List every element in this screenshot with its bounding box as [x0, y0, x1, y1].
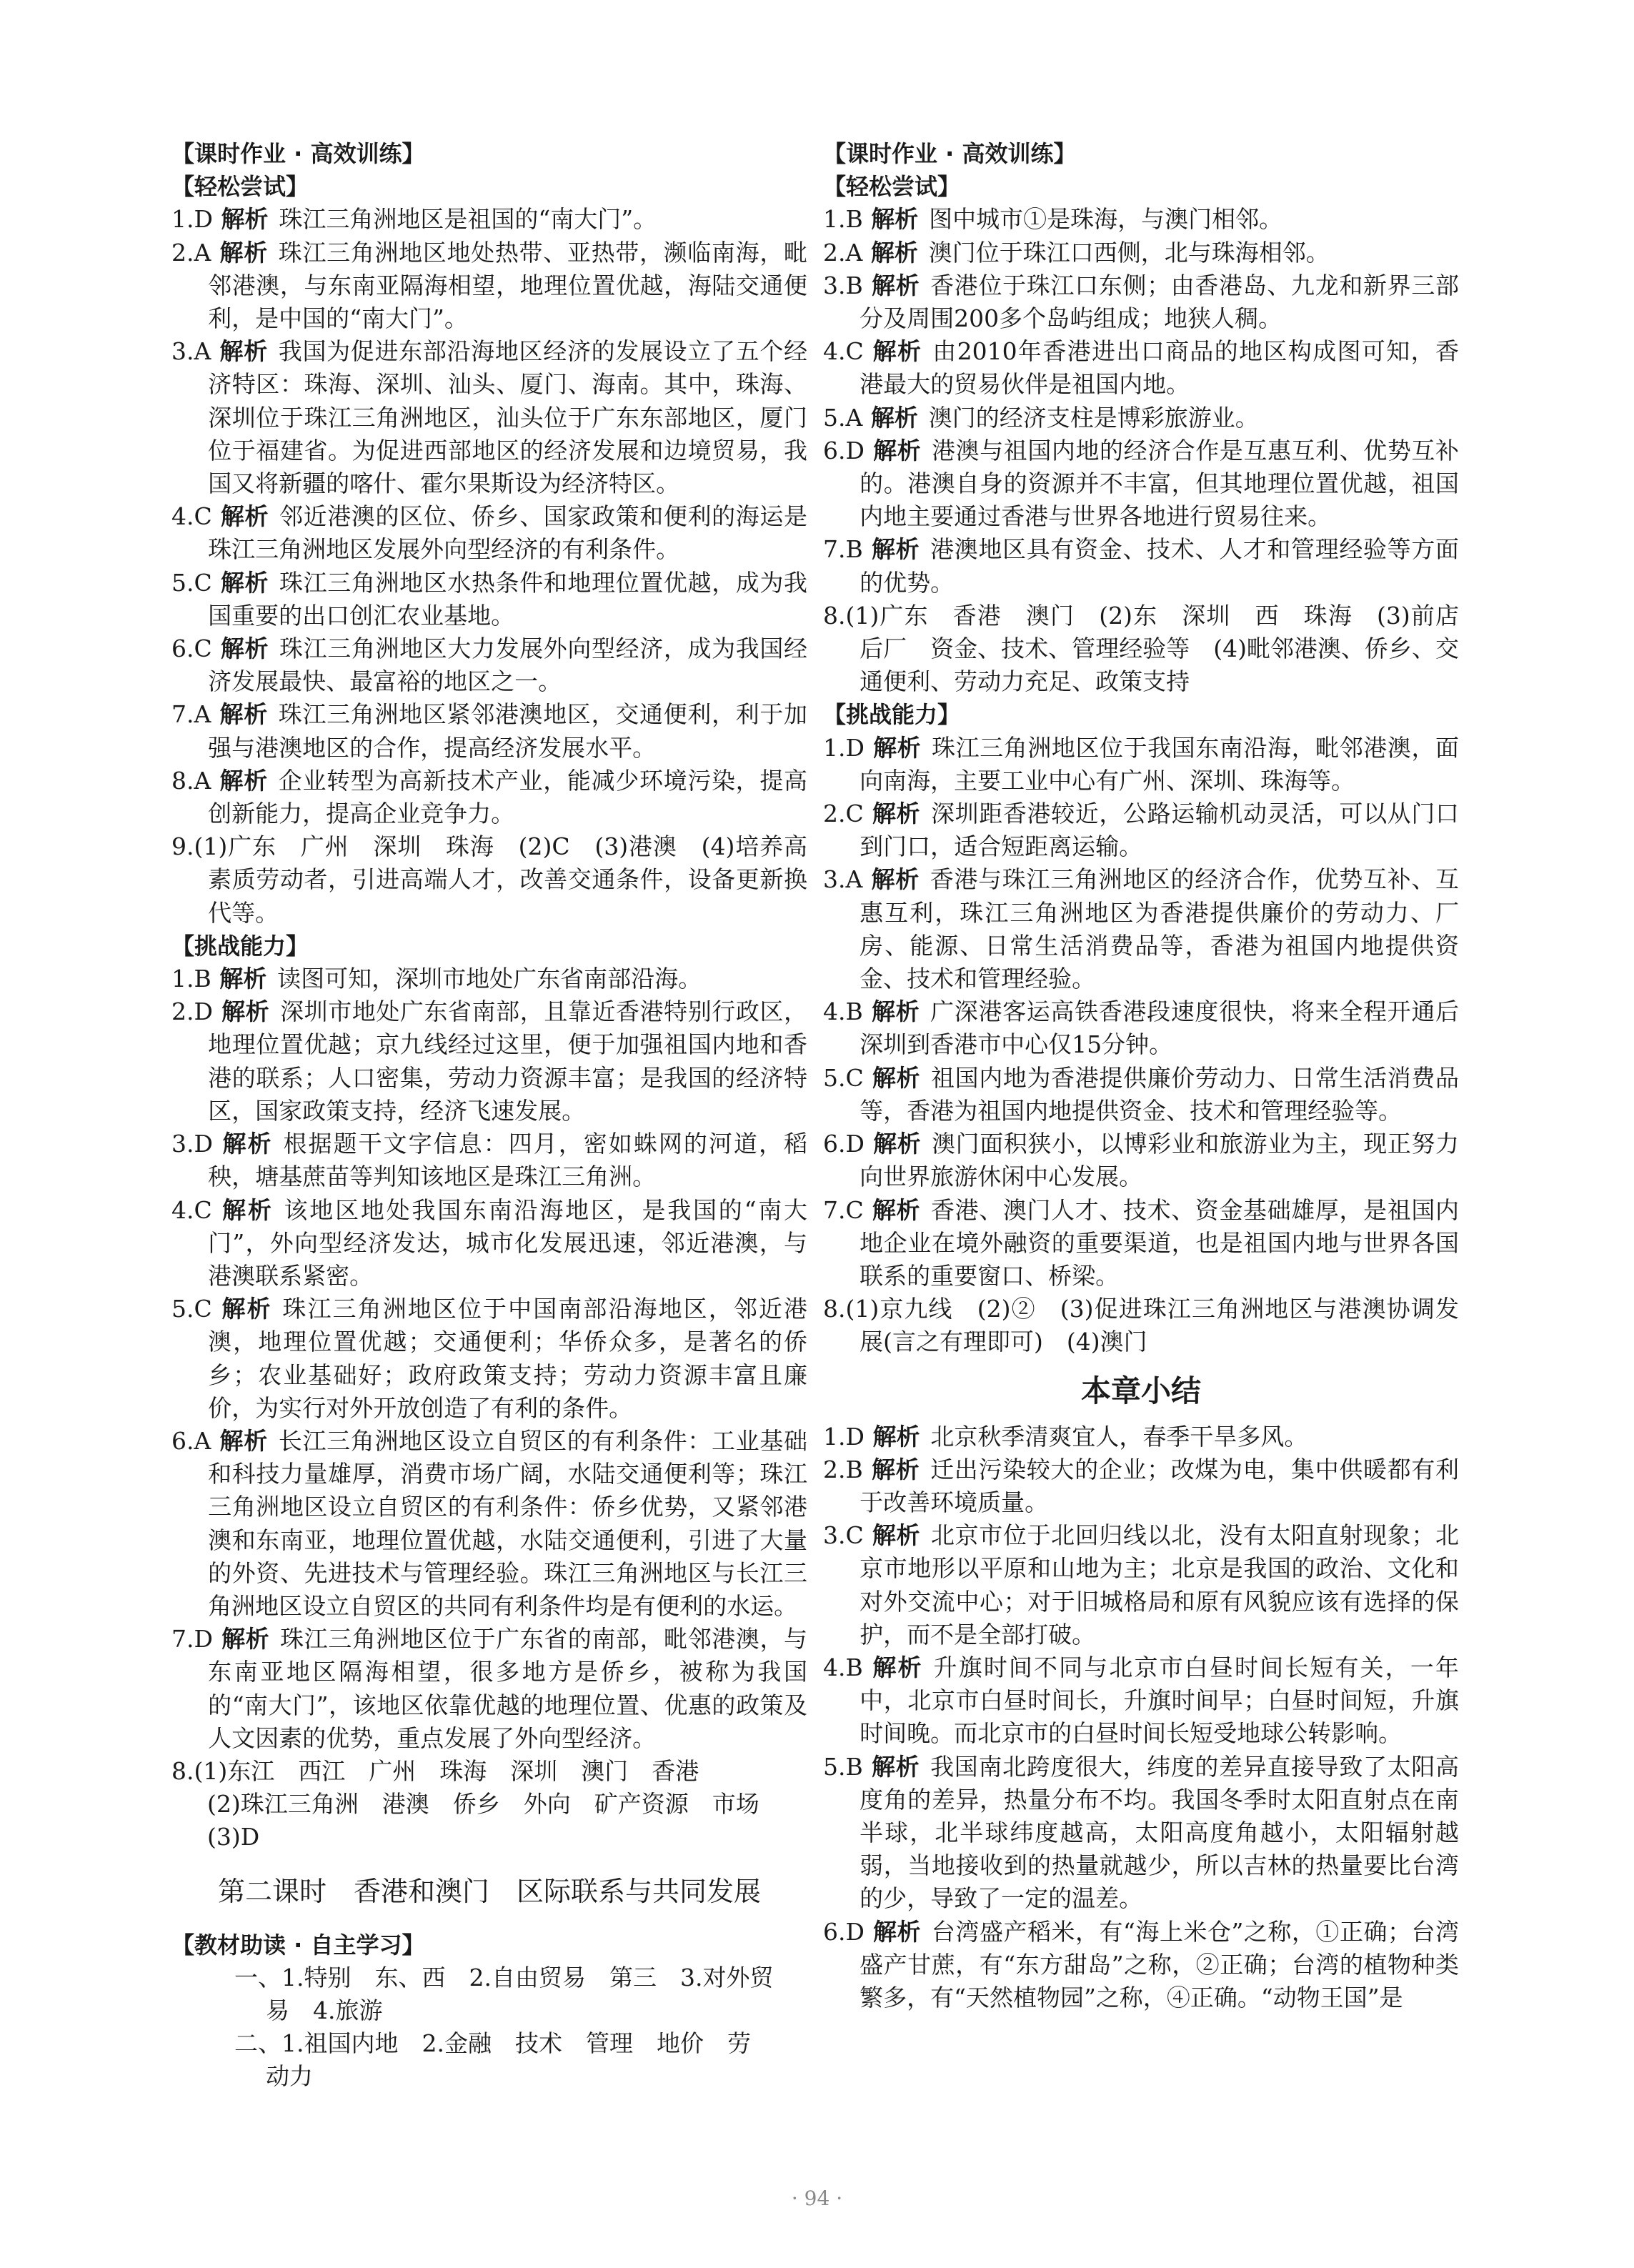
analysis-label: 解析: [219, 1426, 268, 1455]
answer-item: [823, 335, 1459, 401]
analysis-label: 解析: [220, 502, 269, 531]
analysis-label: 解析: [872, 800, 921, 828]
analysis-label: 解析: [220, 635, 269, 663]
answer-item: [171, 1293, 807, 1425]
challenge-answers: [171, 963, 807, 1755]
answer-number: 5.C: [171, 568, 212, 597]
answer-line: (3)D: [207, 1823, 260, 1851]
answer-number: 5.C: [171, 1295, 212, 1323]
analysis-label: 解析: [872, 1917, 922, 1946]
analysis-label: 解析: [221, 1625, 270, 1653]
study-answers: [171, 1961, 807, 2094]
answer-text: 珠江三角洲地区位于中国南部沿海地区，邻近港澳，地理位置优越；交通便利；华侨众多，是著名的侨乡；农业基础好；政府政策支持；劳动力资源丰富且廉价，为实行对外开放创造了有利的条件。: [208, 1295, 808, 1422]
answer-number: 4.C: [823, 337, 864, 366]
answer-text: (1)广东 香港 澳门 (2)东 深圳 西 珠海 (3)前店后厂 资金、技术、管理经验等 (4)毗邻港澳、侨乡、交通便利、劳动力充足、政策支持: [845, 601, 1459, 696]
answer-number: 6.D: [823, 436, 865, 464]
answer-number: 5.B: [823, 1752, 863, 1781]
answer-number: 6.D: [823, 1130, 865, 1158]
answer-text: 珠江三角洲地区水热条件和地理位置优越，成为我国重要的出口创汇农业基地。: [208, 568, 808, 630]
analysis-label: 解析: [871, 1752, 920, 1781]
section-header-study: 【教材助读 · 自主学习】: [171, 1931, 425, 1959]
answer-item: [171, 963, 807, 995]
answer-number: 1.B: [171, 965, 211, 993]
answer-number: 1.D: [823, 1422, 865, 1451]
answer-number: 3.A: [171, 337, 211, 366]
answer-text: 珠江三角洲地区紧邻港澳地区，交通便利，利于加强与港澳地区的合作，提高经济发展水平。: [208, 700, 808, 762]
analysis-label: 解析: [221, 205, 269, 234]
answer-number: 2.B: [823, 1455, 863, 1483]
analysis-label: 解析: [220, 568, 269, 597]
answer-item: [171, 237, 807, 336]
answer-text: 企业转型为高新技术产业，能减少环境污染，提高创新能力，提高企业竞争力。: [208, 766, 808, 828]
analysis-label: 解析: [872, 1422, 920, 1451]
answer-text: 珠江三角洲地区是祖国的“南大门”。: [279, 205, 657, 234]
answer-number: 2.A: [171, 238, 211, 267]
answer-item: [823, 269, 1459, 335]
analysis-label: 解析: [221, 1130, 273, 1158]
analysis-label: 解析: [871, 205, 919, 234]
answer-number: 4.C: [171, 502, 212, 531]
answer-number: 8.: [823, 1295, 846, 1323]
answer-number: 5.A: [823, 403, 863, 432]
answer-item: [823, 1651, 1459, 1751]
answer-number: 1.B: [823, 205, 863, 234]
analysis-label: 解析: [871, 998, 920, 1026]
answer-text: 港澳与祖国内地的经济合作是互惠互利、优势互补的。港澳自身的资源并不丰富，但其地理位置优越，祖国内地主要通过香港与世界各地进行贸易往来。: [860, 436, 1460, 531]
answer-text: 升旗时间不同与北京市白昼时间长短有关，一年中，北京市白昼时间长，升旗时间早；白昼时间短，升旗时间晚。而北京市的白昼时间长短受地球公转影响。: [860, 1653, 1460, 1748]
answer-text: 澳门的经济支柱是博彩旅游业。: [928, 403, 1259, 432]
answer-line: (2)珠江三角洲 港澳 侨乡 外向 矿产资源 市场: [207, 1790, 759, 1819]
answer-text: 台湾盛产稻米，有“海上米仓”之称，①正确；台湾盛产甘蔗，有“东方甜岛”之称，②正确；台湾的植物种类繁多，有“天然植物园”之称，④正确。“动物王国”是: [860, 1917, 1460, 2011]
analysis-label: 解析: [871, 271, 920, 299]
answer-item: [823, 1062, 1459, 1128]
answer-item: [823, 1293, 1459, 1358]
analysis-label: 解析: [219, 965, 267, 993]
answer-text: 我国南北跨度很大，纬度的差异直接导致了太阳高度角的差异，热量分布不均。我国冬季时太阳直射点在南半球，北半球纬度越高，太阳高度角越小，太阳辐射越弱，当地接收到的热量就越少，所以吉林的热量要比台湾的少，导致了一定的温差。: [860, 1752, 1460, 1913]
answer-text: 邻近港澳的区位、侨乡、国家政策和便利的海运是珠江三角洲地区发展外向型经济的有利条件。: [208, 502, 808, 564]
section-header-challenge: 【挑战能力】: [823, 701, 961, 729]
answer-text: 港澳地区具有资金、技术、人才和管理经验等方面的优势。: [860, 535, 1460, 597]
answer-text: 澳门面积狭小，以博彩业和旅游业为主，现正努力向世界旅游休闲中心发展。: [860, 1130, 1460, 1191]
answer-text: 根据题干文字信息：四月，密如蛛网的河道，稻秧，塘基蔗苗等判知该地区是珠江三角洲。: [208, 1130, 808, 1191]
answer-text: 图中城市①是珠海，与澳门相邻。: [929, 205, 1283, 234]
challenge-answers: [823, 732, 1459, 1359]
answer-item: [171, 1425, 807, 1623]
answer-item: [823, 434, 1459, 534]
answer-text: 由2010年香港进出口商品的地区构成图可知，香港最大的贸易伙伴是祖国内地。: [860, 337, 1460, 399]
answer-number: 2.A: [823, 238, 863, 267]
answer-number: 5.C: [823, 1063, 864, 1092]
study-line: 二、1.祖国内地 2.金融 技术 管理 地价 劳: [234, 2029, 751, 2058]
answer-number: 7.C: [823, 1195, 864, 1224]
analysis-label: 解析: [871, 1653, 923, 1681]
analysis-label: 解析: [219, 238, 268, 267]
analysis-label: 解析: [870, 238, 918, 267]
answer-item: [171, 698, 807, 764]
analysis-label: 解析: [872, 436, 922, 464]
analysis-label: 解析: [219, 337, 268, 366]
answer-text: 北京市位于北回归线以北，没有太阳直射现象；北京市地形以平原和山地为主；北京是我国的政治、文化和对外交流中心；对于旧城格局和原有风貌应该有选择的保护，而不是全部打破。: [860, 1521, 1460, 1648]
answer-number: 8.A: [171, 766, 211, 795]
answer-number: 7.D: [171, 1625, 213, 1653]
analysis-label: 解析: [872, 1063, 921, 1092]
answer-item: [823, 863, 1459, 995]
section-header-easy: 【轻松尝试】: [823, 173, 961, 201]
easy-answers: [171, 203, 807, 929]
answer-number: 4.B: [823, 998, 863, 1026]
answer-item: [823, 1453, 1459, 1519]
answer-text: 珠江三角洲地区地处热带、亚热带，濒临南海，毗邻港澳，与东南亚隔海相望，地理位置优越，海陆交通便利，是中国的“南大门”。: [208, 238, 808, 333]
answer-item: [823, 1128, 1459, 1193]
page-number: · 94 ·: [791, 2187, 843, 2210]
answer-text: 珠江三角洲地区位于广东省的南部，毗邻港澳，与东南亚地区隔海相望，很多地方是侨乡，被称为我国的“南大门”，该地区依靠优越的地理位置、优惠的政策及人文因素的优势，重点发展了外向型经济。: [208, 1625, 808, 1752]
answer-item: [171, 203, 807, 236]
answer-item: [171, 335, 807, 500]
answer-item: [171, 1194, 807, 1293]
analysis-label: 解析: [872, 1130, 922, 1158]
answer-text: 该地区地处我国东南沿海地区，是我国的“南大门”，外向型经济发达，城市化发展迅速，邻近港澳，与港澳联系紧密。: [208, 1195, 808, 1290]
answer-number: 2.C: [823, 800, 864, 828]
answer-number: 3.B: [823, 271, 863, 299]
answer-item: [171, 830, 807, 930]
analysis-label: 解析: [872, 1521, 921, 1550]
answer-item: [171, 995, 807, 1128]
analysis-label: 解析: [219, 700, 268, 729]
answer-item: [171, 632, 807, 698]
answer-item: [171, 1128, 807, 1193]
answer-number: 3.A: [823, 865, 863, 894]
section-header-challenge: 【挑战能力】: [171, 932, 309, 960]
answer-number: 1.D: [171, 205, 213, 234]
answer-text: 我国为促进东部沿海地区经济的发展设立了五个经济特区：珠海、深圳、汕头、厦门、海南。其中，珠海、深圳位于珠江三角洲地区，汕头位于广东东部地区，厦门位于福建省。为促进西部地区的经济发展和边境贸易，我国又将新疆的喀什、霍尔果斯设为经济特区。: [208, 337, 808, 498]
answer-text: 深圳市地处广东省南部，且靠近香港特别行政区，地理位置优越；京九线经过这里，便于加强祖国内地和香港的联系；人口密集，劳动力资源丰富；是我国的经济特区，国家政策支持，经济飞速发展。: [208, 998, 808, 1125]
answer-number: 9.: [171, 832, 194, 861]
answer-item: [823, 797, 1459, 863]
answer-text: 迁出污染较大的企业；改煤为电，集中供暖都有利于改善环境质量。: [860, 1455, 1460, 1516]
answer-text: 长江三角洲地区设立自贸区的有利条件：工业基础和科技力量雄厚，消费市场广阔，水陆交通便利等；珠江三角洲地区设立自贸区的有利条件：侨乡优势，又紧邻港澳和东南亚，地理位置优越，水陆交通便利，引进了大量的外资、先进技术与管理经验。珠江三角洲地区与长江三角洲地区设立自贸区的共同有利条件均是有便利的水运。: [208, 1426, 808, 1620]
study-line: 动力: [266, 2062, 313, 2091]
answer-number: 7.A: [171, 700, 211, 729]
answer-number: 3.C: [823, 1521, 864, 1550]
answer-item: [823, 600, 1459, 699]
answer-item: [823, 995, 1459, 1061]
answer-line: 8.(1)东江 西江 广州 珠海 深圳 澳门 香港: [171, 1756, 699, 1785]
answer-item: [823, 1916, 1459, 2015]
answer-number: 7.B: [823, 535, 863, 564]
answer-text: 祖国内地为香港提供廉价劳动力、日常生活消费品等，香港为祖国内地提供资金、技术和管理经验等。: [860, 1063, 1460, 1125]
answer-number: 6.D: [823, 1917, 865, 1946]
answer-text: 香港、澳门人才、技术、资金基础雄厚，是祖国内地企业在境外融资的重要渠道，也是祖国内地与世界各国联系的重要窗口、桥梁。: [860, 1195, 1460, 1290]
section-header-homework: 【课时作业 · 高效训练】: [823, 140, 1077, 167]
analysis-label: 解析: [871, 1455, 920, 1483]
analysis-label: 解析: [220, 1195, 274, 1224]
easy-answers: [823, 203, 1459, 698]
section-header-homework: 【课时作业 · 高效训练】: [171, 140, 425, 167]
analysis-label: 解析: [871, 535, 920, 564]
analysis-label: 解析: [219, 766, 268, 795]
right-column: [823, 137, 1459, 2014]
answer-number: 2.D: [171, 998, 213, 1026]
analysis-label: 解析: [872, 337, 922, 366]
answer-item: [823, 237, 1459, 269]
analysis-label: 解析: [872, 733, 922, 762]
study-line: 一、1.特别 东、西 2.自由贸易 第三 3.对外贸: [234, 1963, 774, 1991]
answer-text: 广深港客运高铁香港段速度很快，将来全程开通后深圳到香港市中心仅15分钟。: [860, 998, 1460, 1059]
section-header-easy: 【轻松尝试】: [171, 173, 309, 201]
answer-number: 6.A: [171, 1426, 211, 1455]
answer-text: 深圳距香港较近，公路运输机动灵活，可以从门口到门口，适合短距离运输。: [860, 800, 1460, 861]
answer-number: 1.D: [823, 733, 865, 762]
answer-item: [171, 765, 807, 830]
answer-text: 香港与珠江三角洲地区的经济合作，优势互补、互惠互利，珠江三角洲地区为香港提供廉价的劳动力、厂房、能源、日常生活消费品等，香港为祖国内地提供资金、技术和管理经验。: [860, 865, 1460, 993]
answer-item: [823, 732, 1459, 797]
answer-item: [823, 533, 1459, 599]
answer-item: [823, 1751, 1459, 1916]
answer-item: [171, 500, 807, 566]
answer-item: [823, 1194, 1459, 1293]
study-line: 易 4.旅游: [266, 1996, 383, 2024]
answer-number: 4.B: [823, 1653, 863, 1681]
answer-number: 3.D: [171, 1130, 213, 1158]
analysis-label: 解析: [872, 1195, 921, 1224]
answer-item: [823, 203, 1459, 236]
analysis-label: 解析: [220, 1295, 272, 1323]
answer-item: [823, 402, 1459, 434]
answer-text: (1)广东 广州 深圳 珠海 (2)C (3)港澳 (4)培养高素质劳动者，引进高端人才，改善交通条件，设备更新换代等。: [194, 832, 807, 927]
chapter-summary-title: 本章小结: [1080, 1373, 1201, 1408]
answer-text: (1)京九线 (2)② (3)促进珠江三角洲地区与港澳协调发展(言之有理即可) (4)澳门: [845, 1295, 1459, 1356]
lesson-title: 第二课时 香港和澳门 区际联系与共同发展: [217, 1875, 761, 1907]
summary-answers: [823, 1421, 1459, 2015]
answer-item: [823, 1421, 1459, 1453]
answer-text: 香港位于珠江口东侧；由香港岛、九龙和新界三部分及周围200多个岛屿组成；地狭人稠。: [860, 271, 1460, 333]
question-8-answer: [171, 1755, 807, 1854]
answer-number: 6.C: [171, 635, 212, 663]
answer-text: 北京秋季清爽宜人，春季干旱多风。: [930, 1422, 1308, 1451]
answer-text: 珠江三角洲地区位于我国东南沿海，毗邻港澳，面向南海，主要工业中心有广州、深圳、珠海等。: [860, 733, 1460, 795]
left-column: [171, 137, 807, 2094]
answer-text: 读图可知，深圳市地处广东省南部沿海。: [277, 965, 702, 993]
answer-item: [171, 567, 807, 632]
answer-number: 8.: [823, 601, 846, 630]
analysis-label: 解析: [870, 865, 920, 894]
analysis-label: 解析: [221, 998, 270, 1026]
answer-text: 珠江三角洲地区大力发展外向型经济，成为我国经济发展最快、最富裕的地区之一。: [208, 635, 808, 696]
analysis-label: 解析: [870, 403, 918, 432]
answer-item: [171, 1623, 807, 1755]
answer-number: 4.C: [171, 1195, 212, 1224]
answer-text: 澳门位于珠江口西侧，北与珠海相邻。: [928, 238, 1330, 267]
answer-item: [823, 1519, 1459, 1651]
